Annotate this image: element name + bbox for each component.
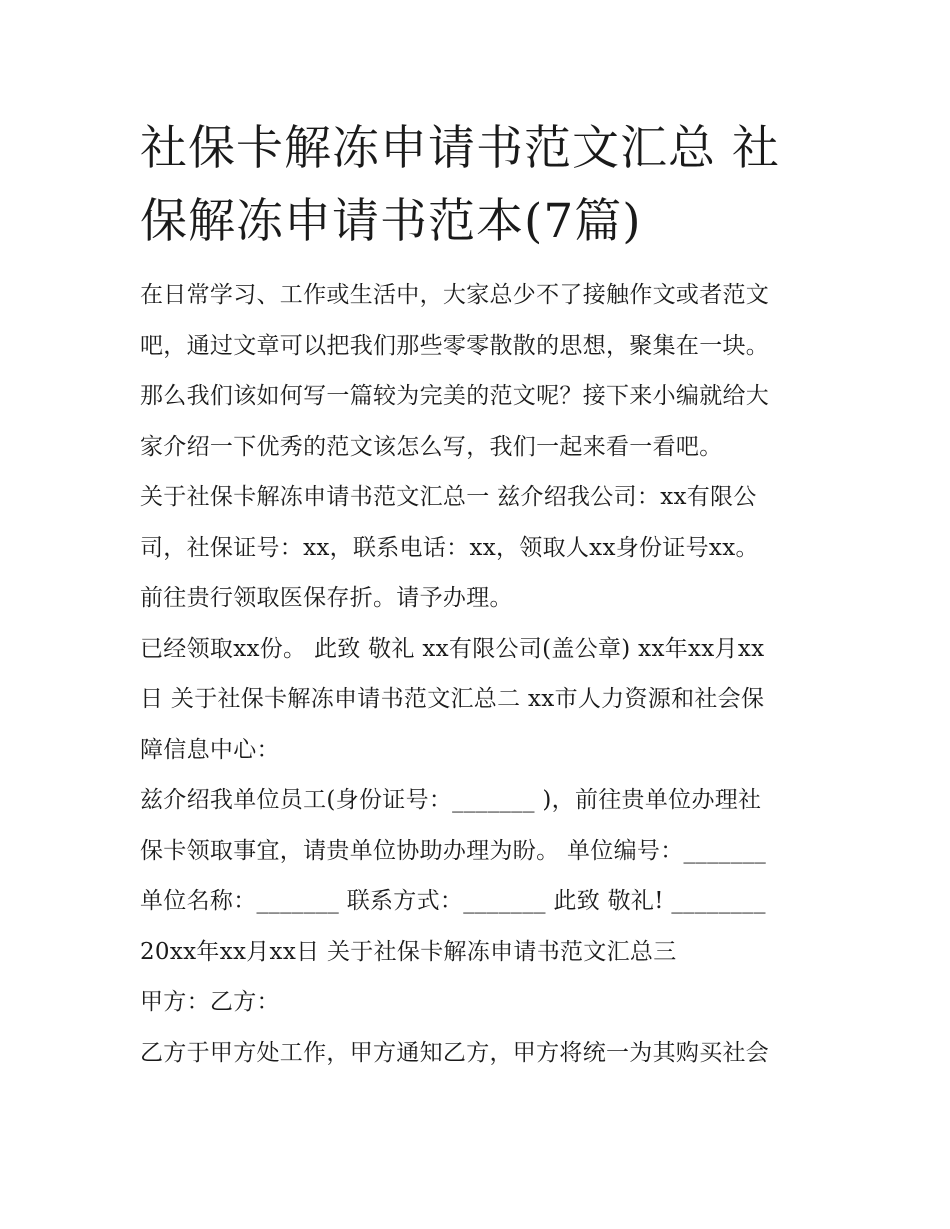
- document-page: [140, 112, 820, 1078]
- text-line: 那么我们该如何写一篇较为完美的范文呢？接下来小编就给大: [140, 383, 770, 409]
- text-line: 司，社保证号：xx，联系电话：xx，领取人xx身份证号xx。: [140, 534, 759, 561]
- text-line: 关于社保卡解冻申请书范文汇总一 兹介绍我公司：xx有限公: [140, 484, 757, 510]
- text-line: 20xx年xx月xx日 关于社保卡解冻申请书范文汇总三: [140, 938, 677, 965]
- document-title: [140, 112, 820, 258]
- agreement-paragraph: [140, 1028, 820, 1079]
- text-line: 家介绍一下优秀的范文该怎么写，我们一起来看一看吧。: [140, 433, 723, 460]
- text-line: 障信息中心：: [140, 736, 280, 763]
- text-line: 已经领取xx份。 此致 敬礼 xx有限公司(盖公章) xx年xx月xx: [140, 635, 765, 662]
- introduction-letter-paragraph: [140, 775, 820, 977]
- text-line: 乙方于甲方处工作，甲方通知乙方，甲方将统一为其购买社会: [140, 1039, 770, 1066]
- text-line: 日 关于社保卡解冻申请书范文汇总二 xx市人力资源和社会保: [140, 686, 765, 712]
- text-line: 前往贵行领取医保存折。请予办理。: [140, 585, 513, 611]
- title-line: 保解冻申请书范本(7篇): [140, 194, 642, 249]
- parties-paragraph: [140, 977, 820, 1028]
- text-line: 兹介绍我单位员工(身份证号：_______ )，前往贵单位办理社: [140, 787, 762, 813]
- text-line: 甲方：乙方：: [140, 989, 280, 1015]
- text-line: 保卡领取事宜，请贵单位协助办理为盼。 单位编号：_______: [140, 837, 767, 864]
- intro-paragraph: [140, 270, 820, 472]
- title-line: 社保卡解冻申请书范文汇总 社: [140, 121, 780, 176]
- sample-two-paragraph: [140, 624, 820, 776]
- text-line: 吧，通过文章可以把我们那些零零散散的思想，聚集在一块。: [140, 332, 770, 359]
- text-line: 单位名称：_______ 联系方式：_______ 此致 敬礼! ________: [140, 888, 766, 914]
- text-line: 在日常学习、工作或生活中，大家总少不了接触作文或者范文: [140, 282, 770, 308]
- sample-one-paragraph: [140, 472, 820, 624]
